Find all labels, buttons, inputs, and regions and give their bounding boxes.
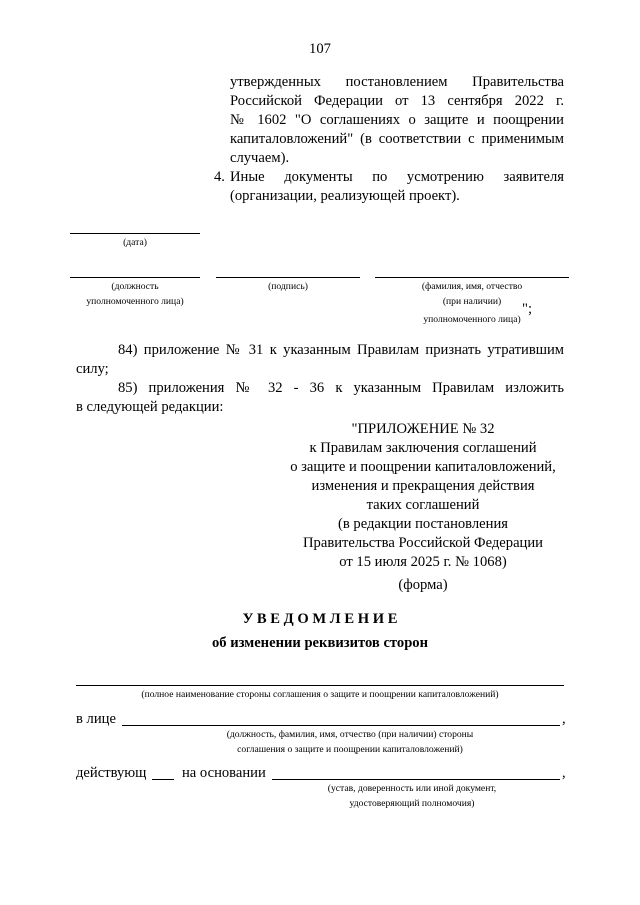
appendix-line: к Правилам заключения соглашений xyxy=(309,440,537,456)
basis-comma: , xyxy=(562,765,566,781)
date-caption: (дата) xyxy=(123,237,147,248)
form-label: (форма) xyxy=(398,577,448,593)
appendix-line: о защите и поощрении капиталовложений, xyxy=(290,459,556,475)
name-caption xyxy=(375,281,569,326)
basis-caption xyxy=(292,783,532,810)
document-title: У В Е Д О М Л Е Н И Е xyxy=(242,611,398,627)
item-4-number: 4. xyxy=(214,169,225,185)
date-line xyxy=(70,233,200,234)
in-person-caption-line: соглашения о защите и поощрении капиталовложений) xyxy=(237,744,463,755)
appendix-line: (в редакции постановления xyxy=(338,516,508,532)
continuation-text xyxy=(230,73,564,168)
position-caption-line: уполномоченного лица) xyxy=(86,296,184,307)
position-line xyxy=(70,277,200,278)
appendix-line: Правительства Российской Федерации xyxy=(303,535,543,551)
name-caption-line: уполномоченного лица) xyxy=(423,314,521,325)
appendix-line: изменения и прекращения действия xyxy=(311,478,535,494)
position-caption xyxy=(60,281,210,308)
closing-quote: "; xyxy=(522,301,533,317)
in-person-caption xyxy=(200,729,500,756)
page-number: 107 xyxy=(309,41,331,57)
position-caption-line: (должность xyxy=(111,281,159,292)
continuation-line: случаем). xyxy=(230,150,290,166)
appendix-line: "ПРИЛОЖЕНИЕ № 32 xyxy=(351,421,495,437)
name-caption-line: (фамилия, имя, отчество xyxy=(421,281,523,292)
paragraph-line: 84) приложение № 31 к указанным Правилам признать утратившим xyxy=(118,342,564,358)
continuation-line: № 1602 "О соглашениях о защите и поощрении xyxy=(230,112,564,128)
basis-caption-line: удостоверяющий полномочия) xyxy=(349,798,475,809)
document-subtitle: об изменении реквизитов сторон xyxy=(211,635,429,651)
in-person-line xyxy=(122,725,560,726)
paragraph-85 xyxy=(76,379,564,417)
in-person-comma: , xyxy=(562,711,566,727)
paragraph-line: 85) приложения № 32 - 36 к указанным Правилам изложить xyxy=(118,380,564,396)
name-caption-line: (при наличии) xyxy=(442,296,502,307)
in-person-caption-line: (должность, фамилия, имя, отчество (при наличии) стороны xyxy=(226,729,474,740)
signature-caption: (подпись) xyxy=(268,281,308,292)
acting-ending-line xyxy=(152,779,174,780)
party-name-line xyxy=(76,685,564,686)
appendix-header xyxy=(280,420,566,572)
paragraph-84 xyxy=(76,341,564,379)
continuation-line: утвержденных постановлением Правительства xyxy=(230,74,564,90)
acting-label: действующ xyxy=(76,765,147,781)
item-4-line: (организации, реализующей проект). xyxy=(230,188,460,204)
item-4-line: Иные документы по усмотрению заявителя xyxy=(230,169,564,185)
party-name-caption: (полное наименование стороны соглашения о защите и поощрении капиталовложений) xyxy=(141,689,499,700)
basis-line xyxy=(272,779,560,780)
appendix-line: таких соглашений xyxy=(366,497,480,513)
item-4-text xyxy=(230,168,564,206)
name-line xyxy=(375,277,569,278)
continuation-line: Российской Федерации от 13 сентября 2022 г. xyxy=(230,93,564,109)
in-person-label: в лице xyxy=(76,711,116,727)
basis-label: на основании xyxy=(182,765,266,781)
basis-caption-line: (устав, доверенность или иной документ, xyxy=(327,783,497,794)
signature-line xyxy=(216,277,360,278)
paragraph-line: в следующей редакции: xyxy=(76,399,224,415)
appendix-line: от 15 июля 2025 г. № 1068) xyxy=(339,554,507,570)
paragraph-line: силу; xyxy=(76,361,109,377)
continuation-line: капиталовложений" (в соответствии с применимым xyxy=(230,131,564,147)
